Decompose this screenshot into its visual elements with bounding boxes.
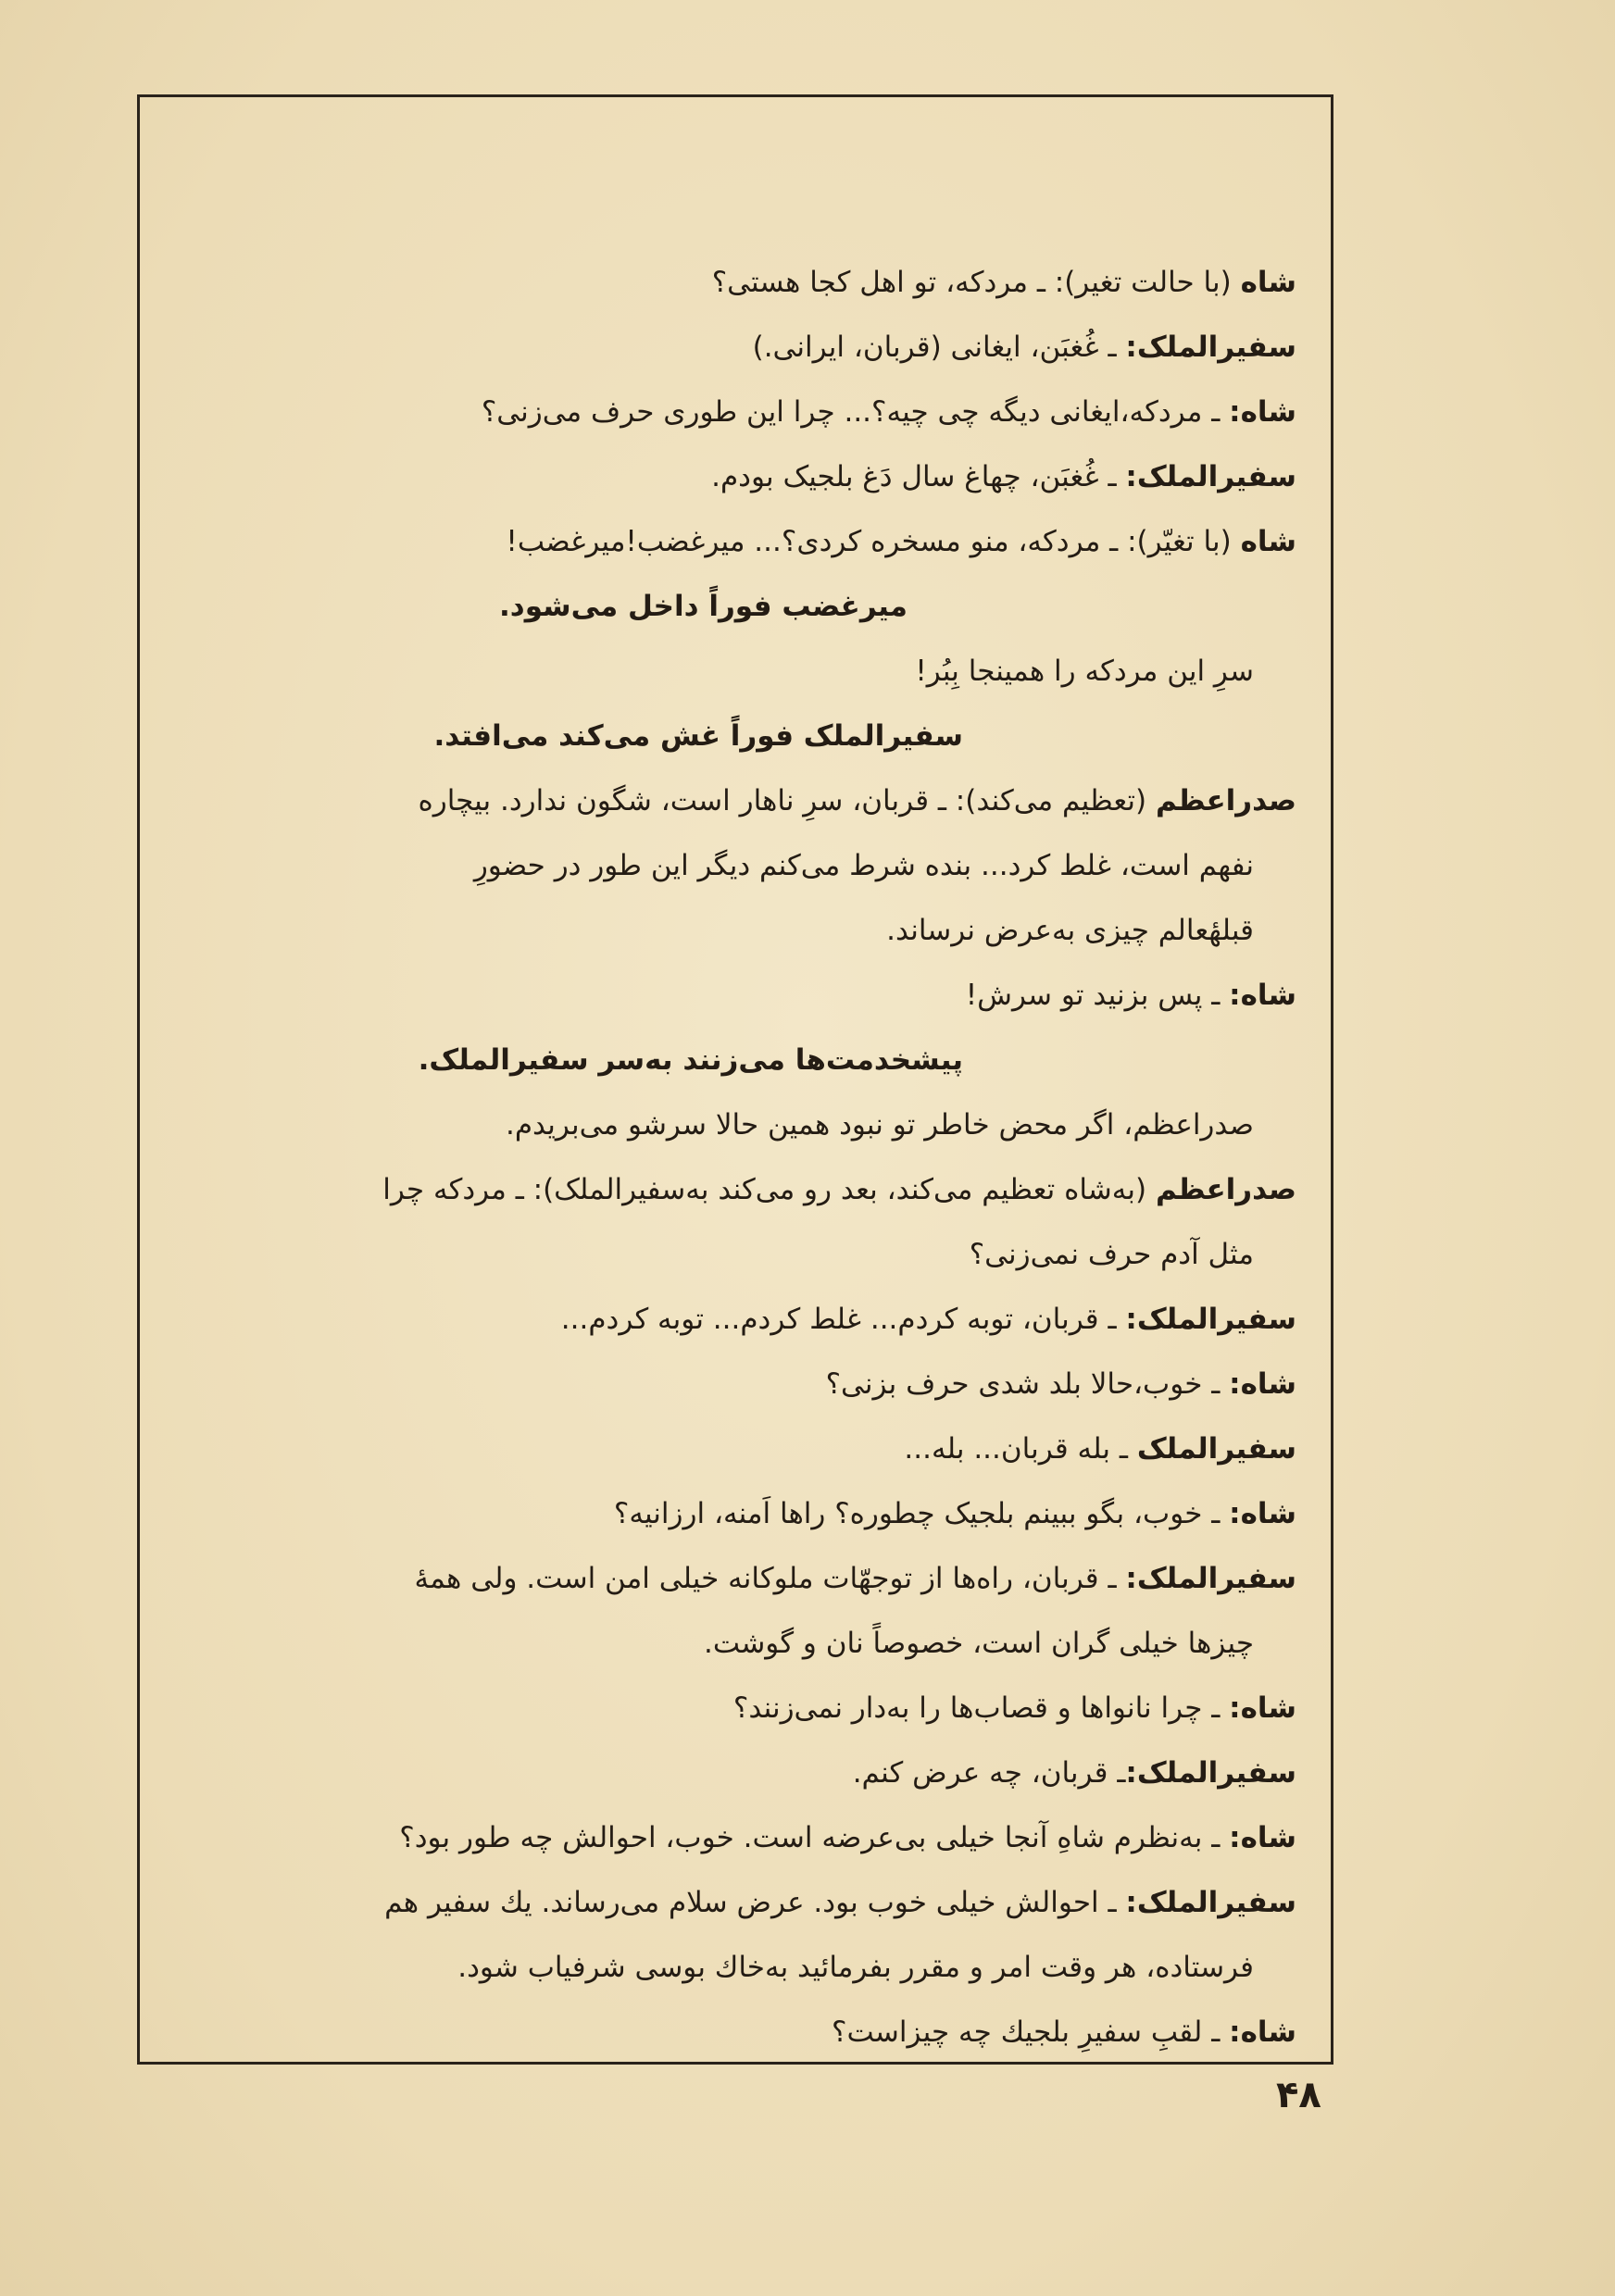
speaker-name: سفیرالملک: <box>1125 1303 1296 1336</box>
speaker-name: سفیرالملک: <box>1125 460 1296 493</box>
dialogue-continuation: قبلهٔعالم چیزی به‌عرض نرساند. <box>886 914 1254 947</box>
speaker-name: سفیرالملک <box>1136 1432 1296 1466</box>
speaker-name: شاه: <box>1229 1367 1296 1401</box>
speaker-name: صدراعظم <box>1155 784 1296 817</box>
dialogue-line <box>176 250 1296 315</box>
dialogue-continuation: نفهم است، غلط کرد... بنده شرط می‌کنم دیگر این طور در حضورِ <box>473 849 1254 882</box>
speaker-name: شاه: <box>1229 1691 1296 1725</box>
dialogue-line <box>176 1287 1296 1352</box>
speaker-name: سفیرالملک: <box>1125 1886 1296 1919</box>
dialogue-line <box>176 1157 1296 1222</box>
dialogue-text: ـ قربان، چه عرض کنم. <box>852 1756 1126 1790</box>
speaker-name: صدراعظم <box>1155 1173 1296 1206</box>
dialogue-continuation: چیزها خیلی گران است، خصوصاً نان و گوشت. <box>704 1627 1254 1660</box>
dialogue-text: ـ قربان، راه‌ها از توجهّات ملوکانه خیلی امن است. ولی همهٔ <box>414 1562 1126 1595</box>
dialogue-continuation: صدراعظم، اگر محض خاطر تو نبود همین حالا سرشو می‌بریدم. <box>505 1108 1254 1142</box>
dialogue-text: ـ خوب،حالا بلد شدی حرف بزنی؟ <box>825 1367 1230 1401</box>
dialogue-line <box>176 1352 1296 1416</box>
speaker-name: شاه: <box>1229 2015 1296 2049</box>
speaker-name: سفیرالملک: <box>1125 331 1296 364</box>
dialogue-line <box>176 509 1296 574</box>
speaker-name: شاه <box>1240 525 1296 558</box>
dialogue-text: ـ لقبِ سفیرِ بلجیك چه چیزاست؟ <box>832 2015 1230 2049</box>
dialogue-line <box>176 1870 1296 1935</box>
dialogue-line <box>176 1676 1296 1741</box>
dialogue-text: ـ غُغبَن، ایغانی (قربان، ایرانی.) <box>752 331 1126 364</box>
dialogue-continuation: فرستاده، هر وقت امر و مقرر بفرمائید به‌خاك بوسی شرفیاب شود. <box>457 1951 1254 1984</box>
dialogue-text: ـ به‌نظرم شاهِ آنجا خیلی بی‌عرضه است. خوب، احوالش چه طور بود؟ <box>399 1821 1230 1854</box>
dialogue-text: ـ احوالش خیلی خوب بود. عرض سلام می‌رساند. یك سفیر هم <box>384 1886 1126 1919</box>
dialogue-line <box>176 1546 1296 1611</box>
dialogue-line <box>176 380 1296 444</box>
dialogue-text: (با حالت تغیر): ـ مردکه، تو اهل کجا هستی؟ <box>711 266 1241 299</box>
speaker-name: سفیرالملک: <box>1125 1562 1296 1595</box>
dialogue-line <box>176 444 1296 509</box>
dialogue-line <box>176 315 1296 380</box>
dialogue-text: ـ قربان، توبه کردم... غلط کردم... توبه کردم... <box>560 1303 1126 1336</box>
speaker-name: شاه: <box>1229 979 1296 1012</box>
dialogue-text: ـ پس بزنید تو سرش! <box>965 979 1230 1012</box>
speaker-name: شاه <box>1240 266 1296 299</box>
dialogue-line <box>176 963 1296 1028</box>
speaker-name: سفیرالملک: <box>1125 1756 1296 1790</box>
dialogue-text: ـ بله قربان... بله... <box>904 1432 1137 1466</box>
speaker-name: شاه: <box>1229 395 1296 429</box>
speaker-name: شاه: <box>1229 1497 1296 1530</box>
page-number: ۴۸ <box>1276 2074 1321 2116</box>
stage-direction: پیشخدمت‌ها می‌زنند به‌سر سفیرالملک. <box>418 1043 963 1077</box>
dialogue-line <box>176 1416 1296 1481</box>
stage-direction: میرغضب فوراً داخل می‌شود. <box>499 590 908 623</box>
dialogue-text: ـ غُغبَن، چهاغ سال دَغ بلجیک بودم. <box>711 460 1126 493</box>
dialogue-line <box>176 1741 1296 1805</box>
dialogue-text: ـ چرا نانواها و قصاب‌ها را به‌دار نمی‌زنند؟ <box>732 1691 1230 1725</box>
dialogue-text: (تعظیم می‌کند): ـ قربان، سرِ ناهار است، شگون ندارد. بیچاره <box>418 784 1156 817</box>
dialogue-line <box>176 1481 1296 1546</box>
dialogue-text: ـ مردکه،ایغانی دیگه چی چیه؟... چرا این طوری حرف می‌زنی؟ <box>481 395 1230 429</box>
dialogue-line <box>176 2000 1296 2065</box>
play-text <box>176 250 1296 2065</box>
dialogue-line <box>176 1805 1296 1870</box>
speaker-name: شاه: <box>1229 1821 1296 1854</box>
dialogue-continuation: مثل آدم حرف نمی‌زنی؟ <box>969 1238 1254 1271</box>
dialogue-continuation: سرِ این مردکه را همینجا بِبُر! <box>915 655 1254 688</box>
dialogue-text: (به‌شاه تعظیم می‌کند، بعد رو می‌کند به‌سفیرالملک): ـ مردکه چرا <box>382 1173 1156 1206</box>
dialogue-line <box>176 768 1296 833</box>
dialogue-text: ـ خوب، بگو ببینم بلجیک چطوره؟ راها اَمنه، ارزانیه؟ <box>613 1497 1230 1530</box>
dialogue-text: (با تغیّر): ـ مردکه، منو مسخره کردی؟... میرغضب!میرغضب! <box>506 525 1241 558</box>
stage-direction: سفیرالملک فوراً غش می‌کند می‌افتد. <box>433 719 963 753</box>
